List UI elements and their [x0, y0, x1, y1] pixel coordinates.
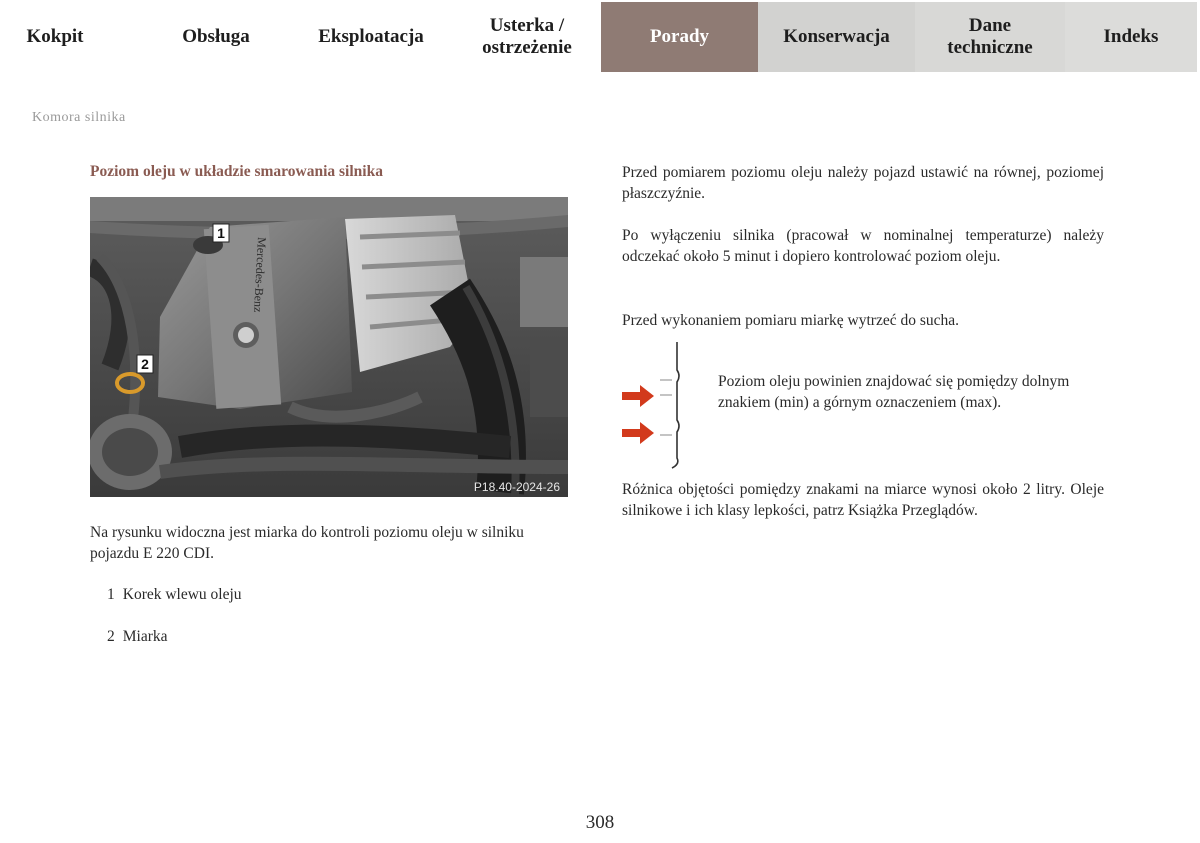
legend-item	[107, 628, 168, 646]
paragraph-level-surface: Przed pomiarem poziomu oleju należy pojazd ustawić na równej, poziomej płaszczyźnie.	[622, 164, 1104, 202]
tab-label: Kokpit	[26, 26, 84, 47]
tab-label: Dane	[968, 15, 1012, 36]
callout-2: 2	[141, 356, 149, 372]
engine-cover-lettering: Mercedes-Benz	[251, 236, 269, 313]
min-arrow-icon	[622, 422, 654, 444]
tab-usterka-ostrzezenie[interactable]	[462, 2, 592, 72]
tab-label: Indeks	[1103, 26, 1159, 47]
oil-level-note: Poziom oleju powinien znajdować się pomiędzy dolnym znakiem (min) a górnym oznaczeniem (max).	[718, 373, 1070, 411]
legend-text: Korek wlewu oleju	[122, 586, 242, 603]
engine-photo	[90, 197, 568, 497]
tab-label: Konserwacja	[783, 26, 890, 47]
legend-item	[107, 586, 242, 604]
callout-1: 1	[217, 225, 225, 241]
tab-label-line2: ostrzeżenie	[482, 37, 572, 58]
tab-obsluga[interactable]	[160, 2, 272, 72]
tab-label: Eksploatacja	[318, 26, 424, 47]
tab-dane-techniczne[interactable]	[915, 2, 1065, 72]
max-arrow-icon	[622, 385, 654, 407]
dipstick-diagram	[620, 340, 690, 470]
tab-label: Obsługa	[182, 26, 250, 47]
section-heading: Poziom oleju w układzie smarowania silnika	[90, 163, 383, 180]
legend-number: 2	[107, 628, 115, 645]
image-code: P18.40-2024-26	[473, 480, 560, 494]
paragraph-volume-difference: Różnica objętości pomiędzy znakami na miarce wynosi około 2 litry. Oleje silnikowe i ich klasy lepkości, patrz Książka Przeglądów.	[622, 481, 1104, 519]
tab-eksploatacja[interactable]	[300, 2, 442, 72]
page-number: 308	[585, 812, 615, 833]
chapter-tab-bar	[0, 0, 1200, 74]
paragraph-wipe-dipstick: Przed wykonaniem pomiaru miarkę wytrzeć do sucha.	[622, 312, 960, 329]
paragraph-wait-after-stop: Po wyłączeniu silnika (pracował w nominalnej temperaturze) należy odczekać około 5 minut i dopiero kontrolować poziom oleju.	[622, 227, 1104, 265]
tab-porady[interactable]	[601, 2, 758, 72]
tab-label: Porady	[649, 26, 710, 47]
image-caption: Na rysunku widoczna jest miarka do kontroli poziomu oleju w silniku pojazdu E 220 CDI.	[90, 524, 524, 562]
tab-label: Usterka /	[489, 15, 565, 36]
tab-konserwacja[interactable]	[758, 2, 915, 72]
legend-text: Miarka	[122, 628, 168, 645]
tab-label-line2: techniczne	[947, 37, 1033, 58]
tab-indeks[interactable]	[1065, 2, 1197, 72]
legend-number: 1	[107, 586, 115, 603]
tab-kokpit[interactable]	[0, 2, 110, 72]
section-label: Komora silnika	[32, 110, 126, 125]
